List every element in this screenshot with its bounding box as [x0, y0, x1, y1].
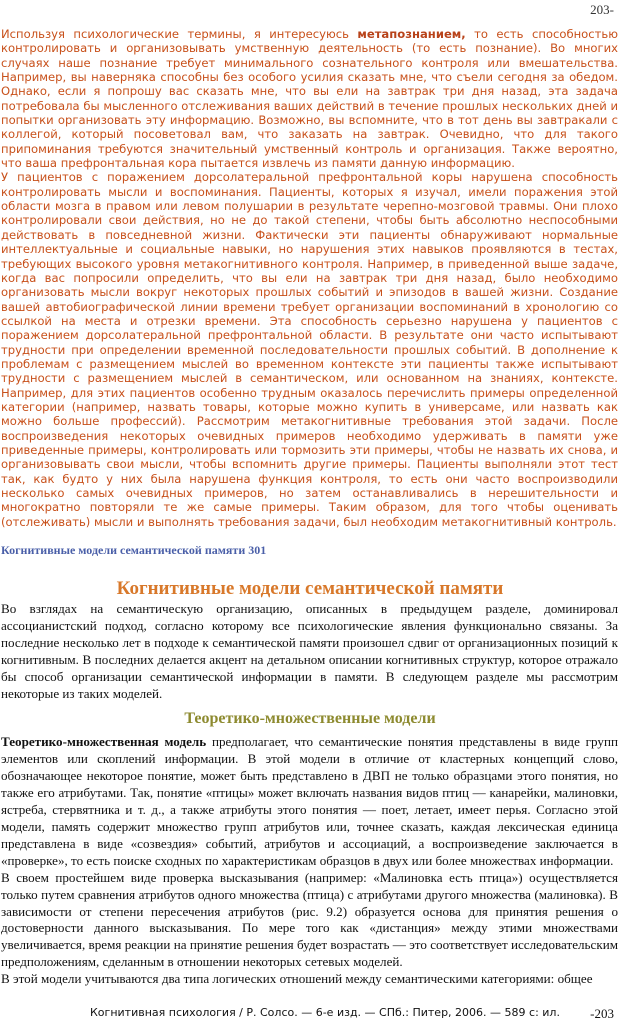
subsection-body [1, 734, 618, 988]
running-header: Когнитивные модели семантической памяти 301 [1, 543, 267, 557]
passage-text: то есть способностью контролировать и организовывать умственную деятельность (то есть познание). Во многих случаях наше познание требует минимального сознательного контроля или вмешательства. Например, вы наверняка способны без особого усилия сказать мне, что съели сегодня за обедом. Однако, если я попрошу вас сказать мне, что вы ели на завтрак три дня назад, эта задача потребовала бы мысленного отслеживания ваших действий в течение прошлых нескольких дней и попытки организовать эту информацию. Возможно, вы вспомните, что в тот день вы завтракали с коллегой, который посоветовал вам, что заказать на завтрак. Очевидно, что для такого припоминания требуются значительный умственный контроль и организация. Также вероятно, что ваша префронтальная кора пытается извлечь из памяти данную информацию. [1, 27, 618, 171]
section-title: Когнитивные модели семантической памяти [116, 578, 504, 599]
paragraph-text: предполагает, что семантические понятия представлены в виде групп элементов или скоплений информации. В этой модели в отличие от кластерных концепций слово, обозначающее некоторое понятие, может быть представлено в ДВП не только образцами этого понятия, но также его атрибутами. Так, понятие «птицы» может включать названия видов птиц — канарейки, малиновки, ястреба, стервятника и т. д., а также атрибуты этого понятия — поет, летает, имеет перья. Согласно этой модели, память содержит множество групп атрибутов или, точнее сказать, каждая лексическая единица представлена в виде «созвездия» событий, атрибутов и ассоциаций, а воспроизведение заключается в «проверке», то есть поиске сходных по характеристикам образцов в двух или более множествах информации. [1, 734, 618, 868]
highlighted-passage [1, 27, 618, 529]
page-number-top: 203- [590, 2, 614, 17]
passage-paragraph-2: У пациентов с поражением дорсолатеральной префронтальной коры нарушена способность контролировать мысли и воспоминания. Пациенты, которых я изучал, имели поражения этой области мозга в правом или левом полушарии в результате черепно-мозговой травмы. Они плохо контролировали свои действия, но не до такой степени, чтобы быть абсолютно неспособными действовать в повседневной жизни. Фактически эти пациенты обнаруживают нормальные интеллектуальные и социальные навыки, но нарушения этих навыков проявляются в тестах, требующих высокого уровня метакогнитивного контроля. Например, в приведенной выше задаче, когда вас попросили определить, что вы ели на завтрак три дня назад, было необходимо организовать мысли вокруг некоторых прошлых событий и эпизодов в вашей жизни. Создание вашей автобиографической линии времени требует организации воспоминаний в хронологию со ссылкой на места и отрезки времени. Эта способность серьезно нарушена у пациентов с поражением дорсолатеральной префронтальной области. В результате они часто испытывают трудности при определении временной последовательности прошлых событий. В дополнение к проблемам с размещением мыслей во временном контексте эти пациенты также испытывают трудности с размещением мыслей в семантическом, или основанном на знаниях, контексте. Например, для этих пациентов особенно трудным оказалось перечислить примеры определенной категории (например, назвать товары, которые можно купить в универсаме, или назвать как можно больше профессий). Рассмотрим метакогнитивные требования этой задачи. После воспроизведения некоторых очевидных примеров необходимо удерживать в памяти уже приведенные примеры, контролировать или тормозить эти примеры, чтобы не назвать их снова, и организовывать свои мысли, чтобы вспомнить другие примеры. Пациенты выполняли этот тест так, как будто у них была нарушена функция контроля, то есть они часто воспроизводили несколько самых очевидных примеров, но затем останавливались в нерешительности и многократно повторяли те же самые примеры. Таким образом, для того чтобы оценивать (отслеживать) мысли и выполнять требования задачи, был необходим метакогнитивный контроль. [1, 170, 618, 529]
section-body [1, 601, 618, 702]
subsection-paragraph-2: В своем простейшем виде проверка высказывания (например: «Малиновка есть птица») осуществляется только путем сравнения атрибутов одного множества (птица) с атрибутами другого множества (малиновка). В зависимости от степени пересечения атрибутов (рис. 9.2) образуется основа для принятия решения о достоверности данного высказывания. По мере того как «дистанция» между этими множествами увеличивается, время реакции на принятие решения будет возрастать — это соответствует исследовательским предположениям, сделанным в отношении некоторых сетевых моделей. [1, 869, 618, 970]
subsection-title: Теоретико-множественные модели [184, 710, 436, 727]
passage-paragraph-1 [1, 27, 618, 170]
term-set-theoretic-model: Теоретико-множественная модель [1, 734, 207, 749]
footer-page-number: -203 [590, 1006, 614, 1021]
subsection-paragraph-3: В этой модели учитываются два типа логических отношений между семантическими категориями: общее [1, 971, 593, 987]
section-paragraph: Во взглядах на семантическую организацию, описанных в предыдущем разделе, доминировал ассоцианистский подход, согласно которому все психологические явления функционально связаны. За последние несколько лет в подходе к семантической памяти произошел сдвиг от организационных позиций к когнитивным. В последних делается акцент на детальном описании когнитивных структур, которое отражало бы способ организации семантической информации в памяти. В следующем разделе мы рассмотрим некоторые из таких моделей. [1, 601, 618, 701]
term-metacognition: метапознанием, [357, 27, 466, 41]
page-footer [0, 1004, 620, 1022]
footer-citation: Когнитивная психология / Р. Солсо. — 6-е изд. — СПб.: Питер, 2006. — 589 с: ил. [90, 1006, 560, 1019]
passage-text: Используя психологические термины, я интересуюсь [1, 27, 358, 41]
subsection-paragraph-1 [1, 734, 618, 870]
